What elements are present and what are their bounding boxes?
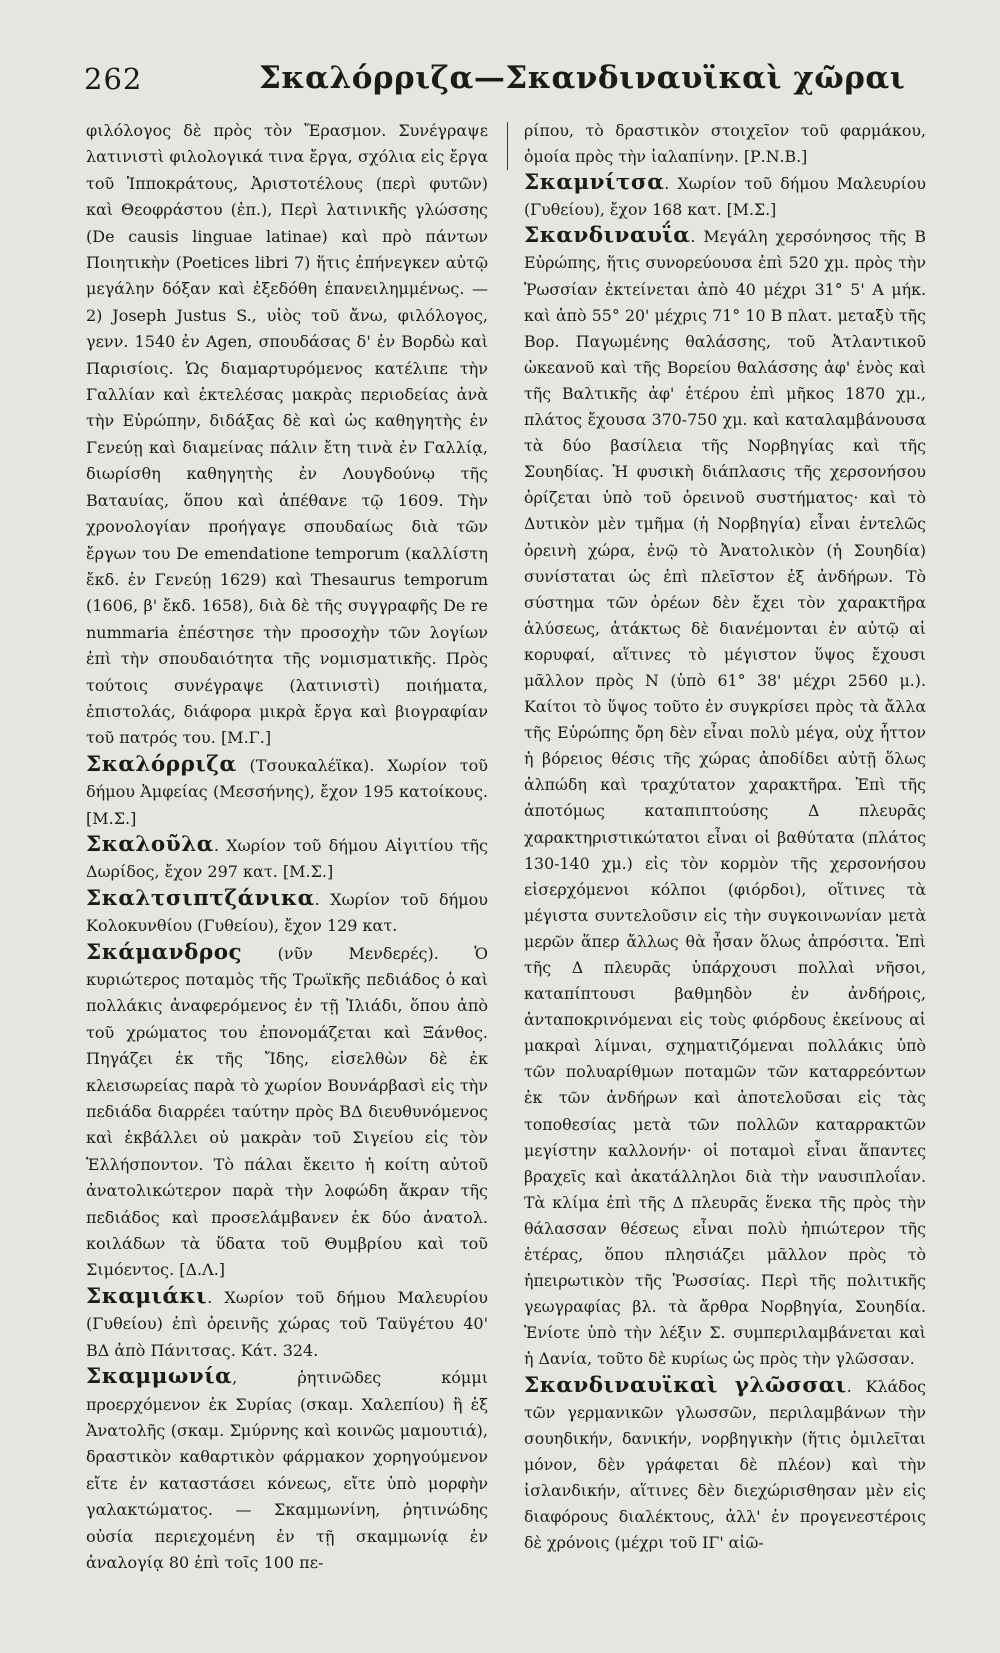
entry-text: . Μεγάλη χερσόνησος τῆς Β Εὐρώπης, ἥτις συνορεύουσα ἐπὶ 520 χμ. πρὸς τὴν Ῥωσσίαν ἐκτείνεται ἀπὸ 40 μέχρι 31° 5' Α μήκ. καὶ ἀπὸ 55° 20' μέχρις 71° 10 Β πλατ. μεταξὺ τῆς Βορ. Παγωμένης θαλάσσης, τοῦ Ἀτλαντικοῦ ὠκεανοῦ καὶ τῆς Βορείου θαλάσσης ἀφ' ἑνὸς καὶ τῆς Βαλτικῆς ἀφ' ἑτέρου ἐπὶ μῆκος 1870 χμ., πλάτος ἔχουσα 370-750 χμ. καὶ καταλαμβάνουσα τὰ δύο βασίλεια τῆς Νορβηγίας καὶ τῆς Σουηδίας. Ἡ φυσικὴ διάπλασις τῆς χερσονήσου ὁρίζεται ὑπὸ τοῦ ὀρεινοῦ συστήματος· καὶ τὸ Δυτικὸν μὲν τμῆμα (ἡ Νορβηγία) εἶναι ἐντελῶς ὀρεινὴ χώρα, ἐνῷ τὸ Ἀνατολικὸν (ἡ Σουηδία) συνίσταται ὡς ἐπὶ πλεῖστον ἐξ ἀνδήρων. Τὸ σύστημα τῶν ὀρέων δὲν ἔχει τὸν χαρακτῆρα ἁλύσεως, ἀτάκτως δὲ διανέμονται ἐν αὐτῷ αἱ κορυφαί, αἵτινες τὸ μέγιστον ὕψος ἔχουσι μᾶλλον πρὸς Ν (ὑπὸ 61° 38' μέχρι 2560 μ.). Καίτοι τὸ ὕψος τοῦτο ἐν συγκρίσει πρὸς τὰ ἄλλα τῆς Εὐρώπης ὄρη δὲν εἶναι πολὺ μέγα, οὐχ ἧττον ἡ βόρειος θέσις τῆς χώρας ἀποδίδει αὐτῇ ὅλως ἀλπώδη καὶ τραχύτατον χαρακτῆρα. Ἐπὶ τῆς ἀποτόμως καταπιπτούσης Δ πλευρᾶς χαρακτηριστικώτατοι εἶναι οἱ βαθύτατα (πλάτος 130-140 χμ.) εἰς τὸν κορμὸν τῆς χερσονήσου εἰσερχόμενοι κόλποι (φιόρδοι), οἵτινες τὰ μέγιστα συντελοῦσιν εἰς τὴν συγκοινωνίαν μετὰ μερῶν ἅπερ ἄλλως θὰ ἦσαν ὅλως ἀπρόσιτα. Ἐπὶ τῆς Δ πλευρᾶς ὑπάρχουσι πολλαὶ νῆσοι, καταπίπτουσι βαθμηδὸν ἐν ἀνδήροις, ἀνταποκρινόμεναι εἰς τοὺς φιόρδους ἐκείνους αἱ μακραὶ λίμναι, σχηματιζόμεναι πολλάκις ὑπὸ τῶν πολυαρίθμων ποταμῶν τῶν καταρρεόντων ἐκ τῶν ἀνδήρων καὶ ἀποτελοῦσαι εἰς τὰς τοποθεσίας μετὰ τῶν πολλῶν καταρρακτῶν μεγίστην καλλονήν· οἱ ποταμοὶ εἶναι ἅπαντες βραχεῖς καὶ ἀκατάλληλοι διὰ τὴν ναυσιπλοΐαν. Τὰ κλίμα ἐπὶ τῆς Δ πλευρᾶς ἕνεκα τῆς πρὸς τὴν θάλασσαν θέσεως εἶναι πολὺ ἠπιώτερον τῆς ἑτέρας, ὅπου πλησιάζει μᾶλλον πρὸς τὸ ἠπειρωτικὸν τῆς Ῥωσσίας. Περὶ τῆς πολιτικῆς γεωγραφίας βλ. τὰ ἄρθρα Νορβηγία, Σουηδία. Ἐνίοτε ὑπὸ τὴν λέξιν Σ. συμπεριλαμβάνεται καὶ ἡ Δανία, τοῦτο δὲ κυρίως ὡς πρὸς τὴν γλῶσσαν. [524,227,926,1369]
page-header [84,56,940,106]
entry-skammonia [86,1364,488,1576]
entry-skamiaki [86,1284,488,1364]
headword: Σκάμανδρος [86,939,243,965]
entry-text: . Χωρίον τοῦ δήμου Κολοκυνθίου (Γυθείου), ἔχον 129 κατ. [86,889,488,936]
entry-text: . Χωρίον τοῦ δήμου Μαλευρίου (Γυθείου) ἐπὶ ὀρεινῆς χώρας τοῦ Ταϋγέτου 40' ΒΔ ἀπὸ Πάνιτσας. Κάτ. 324. [86,1287,488,1360]
entry-skandinavikai-glossai [524,1373,926,1557]
entry-skandinavia [524,223,926,1372]
entry-continuation [86,118,488,752]
entry-skalorriza [86,752,488,832]
headword: Σκανδιναυϊκαὶ γλῶσσαι [524,1372,847,1398]
entry-skamnitsa [524,170,926,223]
entry-text: , ῥητινῶδες κόμμι προερχόμενον ἐκ Συρίας (σκαμ. Χαλεπίου) ἢ ἐξ Ἀνατολῆς (σκαμ. Σμύρνης καὶ κοινῶς μαμουτιά), δραστικὸν καθαρτικὸν φάρμακον χορηγούμενον εἴτε ἐν καταστάσει κόνεως, εἴτε ὑπὸ μορφὴν γαλακτώματος. — Σκαμμωνίνη, ῥητινώδης οὐσία περιεχομένη ἐν τῇ σκαμμωνίᾳ ἐν ἀναλογίᾳ 80 ἐπὶ τοῖς 100 πε- [86,1368,488,1572]
entry-text: . Χωρίον τοῦ δήμου Μαλευρίου (Γυθείου), ἔχον 168 κατ. [Μ.Σ.] [524,174,926,220]
headword: Σκαμμωνία [86,1364,233,1390]
entry-skamandros [86,940,488,1284]
headword: Σκαλοῦλα [86,831,214,857]
entry-text: . Χωρίον τοῦ δήμου Αἰγιτίου τῆς Δωρίδος, ἔχον 297 κατ. [Μ.Σ.] [86,835,488,882]
entry-text: ρίπου, τὸ δραστικὸν στοιχεῖον τοῦ φαρμάκου, ὁμοία πρὸς τὴν ἰαλαπίνην. [Ρ.Ν.Β.] [524,121,926,167]
headword: Σκαμνίτσα [524,170,665,196]
headword: Σκαλτσιπτζάνικα [86,885,315,911]
headword: Σκαλόρριζα [86,751,237,777]
entry-text: (νῦν Μενδερές). Ὁ κυριώτερος ποταμὸς τῆς Τρωϊκῆς πεδιάδος ὁ καὶ πολλάκις ἀναφερόμενος ἐν τῇ Ἰλιάδι, ὅπου ἀπὸ τοῦ χρώματος του ἐπονομάζεται καὶ Ξάνθος. Πηγάζει ἐκ τῆς Ἴδης, εἰσελθὼν δὲ ἐκ κλεισωρείας παρὰ τὸ χωρίον Βουνάρβασὶ εἰς τὴν πεδιάδα διαρρέει ταύτην πρὸς ΒΔ διευθυνόμενος καὶ ἐκβάλλει οὐ μακρὰν τοῦ Σιγείου εἰς τὸν Ἑλλήσποντον. Τὸ πάλαι ἔκειτο ἡ κοίτη αὐτοῦ ἀνατολικώτερον παρὰ τὴν λοφώδη ἄκραν τῆς πεδιάδος καὶ προσελάμβανεν ἐκ δύο ἀνατολ. κοιλάδων τὰ ὕδατα τοῦ Θυμβρίου καὶ τοῦ Σιμόεντος. [Δ.Λ.] [86,943,488,1280]
entry-text: . Κλάδος τῶν γερμανικῶν γλωσσῶν, περιλαμβάνων τὴν σουηδικήν, δανικήν, νορβηγικὴν (ἥτις ὁμιλεῖται μόνον, δὲν γράφεται δὲ πλέον) καὶ τὴν ἰσλανδικήν, αἵτινες δὲν διεχώρισθησαν μὲν εἰς διαφόρους διαλέκτους, ἀλλ' ἐν προγενεστέροις δὲ χρόνοις (μέχρι τοῦ ΙΓ' αἰῶ- [524,1376,926,1553]
entry-continuation [524,118,926,170]
entry-skaloula [86,832,488,886]
headword: Σκανδιναυΐα [524,223,691,249]
left-column [86,118,488,1576]
entry-text: φιλόλογος δὲ πρὸς τὸν Ἔρασμον. Συνέγραψε λατινιστὶ φιλολογικά τινα ἔργα, σχόλια εἰς ἔργα τοῦ Ἱπποκράτους, Ἀριστοτέλους (περὶ φυτῶν) καὶ Θεοφράστου (ἐπ.), Περὶ λατινικῆς γλώσσης (De causis linguae latinae) καὶ πρὸ πάντων Ποιητικὴν (Poetices libri 7) ἥτις ἐπήνεγκεν αὐτῷ μεγάλην δόξαν καὶ ἐξεδόθη ἐπανειλημμένως. — 2) Joseph Justus S., υἱὸς τοῦ ἄνω, φιλόλογος, γενν. 1540 ἐν Agen, σπουδάσας δ' ἐν Βορδὼ καὶ Παρισίοις. Ὡς διαμαρτυρόμενος κατέλιπε τὴν Γαλλίαν καὶ ἐκτελέσας μακρὰς περιοδείας ἀνὰ τὴν Εὐρώπην, διδάξας δὲ καὶ ὡς καθηγητὴς ἐν Γενεύῃ καὶ διαμείνας πάλιν ἔτη τινὰ ἐν Γαλλίᾳ, διωρίσθη καθηγητὴς ἐν Λουγδούνῳ τῆς Βαταυίας, ὅπου καὶ ἀπέθανε τῷ 1609. Τὴν χρονολογίαν προήγαγε σπουδαίως διὰ τῶν ἔργων του De emendatione temporum (καλλίστη ἔκδ. ἐν Γενεύῃ 1629) καὶ Thesaurus temporum (1606, β' ἔκδ. 1658), διὰ δὲ τῆς συγγραφῆς De re nummaria ἐπέστησε τὴν προσοχὴν τῶν λογίων ἐπὶ τὴν σπουδαιότητα τῆς νομισματικῆς. Πρὸς τούτοις συνέγραψε (λατινιστὶ) ποιήματα, ἐπιστολάς, διάφορα μικρὰ ἔργα καὶ βιογραφίαν τοῦ πατρός του. [Μ.Γ.] [86,121,488,748]
right-column [524,118,926,1556]
entry-text: (Τσουκαλέϊκα). Χωρίον τοῦ δήμου Ἀμφείας (Μεσσήνης), ἔχον 195 κατοίκους. [Μ.Σ.] [86,755,488,828]
headword: Σκαμιάκι [86,1283,208,1309]
page-number: 262 [84,62,143,96]
entry-skaltsiptzanika [86,886,488,940]
running-head: Σκαλόρριζα—Σκανδιναυϊκαὶ χῶραι [259,60,906,96]
column-rule [507,122,508,170]
